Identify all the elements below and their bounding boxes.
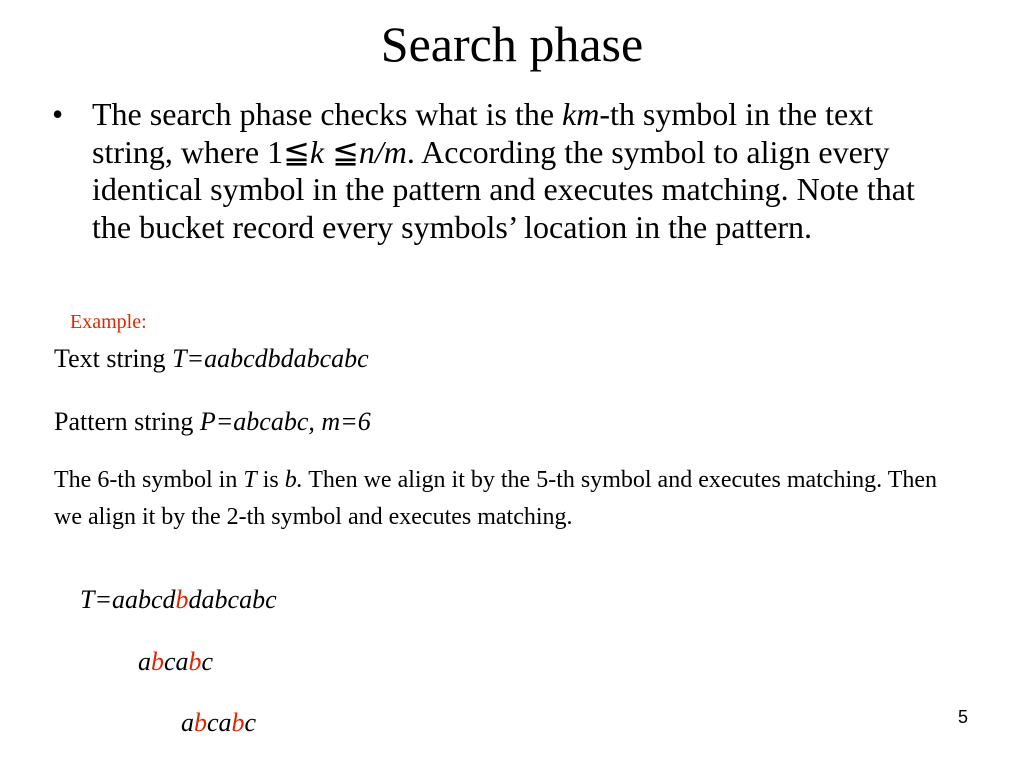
page-number: 5	[957, 707, 968, 727]
highlighted-symbol: b	[194, 708, 207, 737]
leq-symbol: ≦	[283, 133, 310, 170]
highlighted-symbol: b	[231, 708, 245, 737]
explanation-part: is	[256, 467, 285, 493]
pattern-part: a	[138, 647, 151, 676]
explanation-part: The 6-th symbol in	[54, 467, 244, 493]
bullet-k-variable: k	[309, 133, 325, 170]
example-label: Example:	[70, 311, 147, 333]
explanation-b-variable: b.	[284, 467, 303, 493]
pattern-part: c	[244, 708, 257, 737]
text-string-label: Text string	[54, 344, 173, 373]
bullet-text	[92, 96, 952, 246]
text-suffix: dabcabc	[188, 585, 277, 614]
pattern-part: a	[181, 708, 194, 737]
bullet-nm-variable: n/m	[358, 133, 407, 170]
bullet-icon: •	[52, 96, 64, 132]
aligned-pattern-line-2	[181, 708, 256, 738]
pattern-part: ca	[164, 647, 189, 676]
pattern-string-label: Pattern string	[54, 407, 200, 436]
explanation-paragraph	[54, 462, 954, 536]
highlighted-symbol: b	[188, 647, 202, 676]
aligned-pattern-line-1	[138, 647, 213, 677]
text-prefix: T=aabcd	[80, 585, 176, 614]
explanation-part: Then we align it by the 5-th symbol and executes matching. Then we align it by the 2-th symbol and executes matching.	[54, 467, 938, 530]
pattern-string-line	[54, 407, 371, 437]
bullet-text-part: The search phase checks what is the	[92, 96, 563, 132]
pattern-part: c	[201, 647, 214, 676]
pattern-part: ca	[207, 708, 232, 737]
explanation-t-variable: T	[243, 467, 257, 493]
slide-title: Search phase	[380, 16, 644, 72]
text-string-value: T=aabcdbdabcabc	[172, 344, 369, 373]
text-string-line	[54, 344, 369, 374]
highlighted-symbol: b	[175, 585, 189, 614]
bullet-point	[52, 96, 952, 246]
bullet-text-part: . According the symbol to align every identical symbol in the pattern and executes matching. Note that the bucket record every symbols’ location in the pattern.	[92, 133, 915, 245]
bullet-text-part: -th symbol in the text string, where 1	[92, 96, 874, 170]
aligned-text-line	[80, 585, 277, 615]
pattern-string-value: P=abcabc, m=6	[199, 407, 371, 436]
highlighted-symbol: b	[151, 647, 164, 676]
bullet-km-variable: km	[562, 96, 600, 132]
leq-symbol: ≦	[324, 133, 359, 170]
